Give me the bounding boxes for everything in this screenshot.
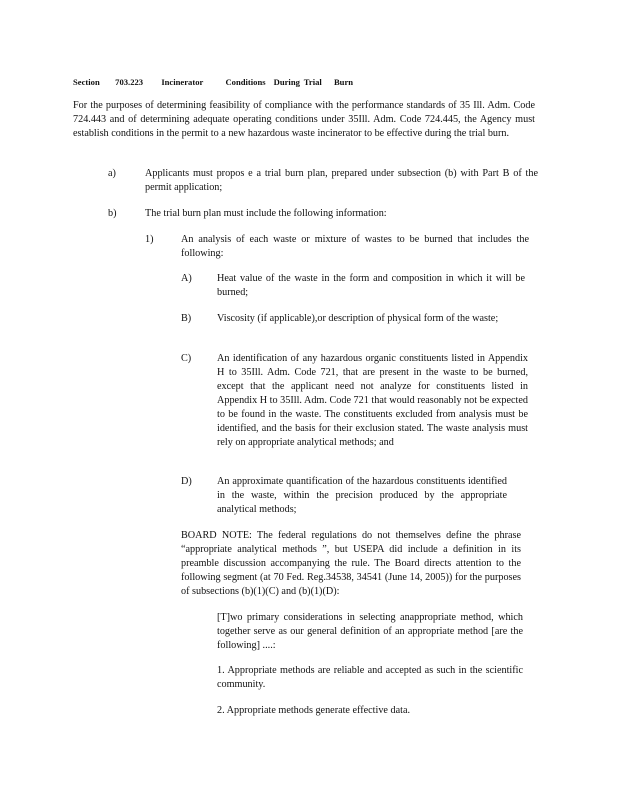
quote-point-1: 1. Appropriate methods are reliable and accepted as such in the scientific community. <box>217 665 523 690</box>
item-a-label: a) <box>108 168 116 179</box>
item-D-label: D) <box>181 476 192 487</box>
item-A-text: Heat value of the waste in the form and composition in which it will be burned; <box>217 273 525 298</box>
item-a-text: Applicants must propos e a trial burn plan, prepared under subsection (b) with Part B of the permit application; <box>145 168 538 193</box>
section-label: Section <box>73 77 100 87</box>
heading-word: During <box>273 77 300 87</box>
heading-word: Trial <box>303 77 322 87</box>
heading-word: Incinerator <box>161 77 204 87</box>
quote-point-2: 2. Appropriate methods generate effective data. <box>217 705 411 716</box>
heading-word: Conditions <box>225 77 266 87</box>
quote-intro: [T]wo primary considerations in selecting anappropriate method, which together serve as our general definition of an appropriate method [are the following] ....: <box>217 612 523 651</box>
section-number: 703.223 <box>115 77 144 87</box>
board-note: BOARD NOTE: The federal regulations do not themselves define the phrase “appropriate analytical methods ”, but USEPA did include a definition in its preamble discussion accompanying the rule. The Board directs attention to the following segment (at 70 Fed. Reg.34538, 34541 (June 14, 2005)) for the purposes of subsections (b)(1)(C) and (b)(1)(D): <box>181 530 521 597</box>
item-D-text: An approximate quantification of the hazardous constituents identified in the waste, within the precision produced by the appropriate analytical methods; <box>217 476 507 515</box>
item-b-text: The trial burn plan must include the following information: <box>145 208 387 219</box>
intro-paragraph: For the purposes of determining feasibility of compliance with the performance standards of 35 Ill. Adm. Code 724.443 and of determining adequate operating conditions under 35Ill. Adm. Code 724.445, the Agency must establish conditions in the permit to a new hazardous waste incinerator to be effective during the trial burn. <box>73 100 535 139</box>
item-B-text: Viscosity (if applicable),or description of physical form of the waste; <box>217 313 499 324</box>
item-C-label: C) <box>181 353 192 364</box>
item-C-text: An identification of any hazardous organic constituents listed in Appendix H to 35Ill. Adm. Code 721, that are present in the waste to be burned, except that the applicant need not analyze for constituents listed in Appendix H to 35Ill. Adm. Code 721 that would reasonably not be expected to be found in the waste. The constituents excluded from analysis must be identified, and the basis for their exclusion stated. The waste analysis must rely on appropriate analytical methods; and <box>217 353 528 448</box>
item-A-label: A) <box>181 273 192 284</box>
item-B-label: B) <box>181 313 192 324</box>
item-b1-label: 1) <box>145 234 154 245</box>
section-heading <box>73 75 373 89</box>
heading-word: Burn <box>333 77 354 87</box>
item-b1-text: An analysis of each waste or mixture of wastes to be burned that includes the following: <box>181 234 529 259</box>
item-b-label: b) <box>108 208 117 219</box>
